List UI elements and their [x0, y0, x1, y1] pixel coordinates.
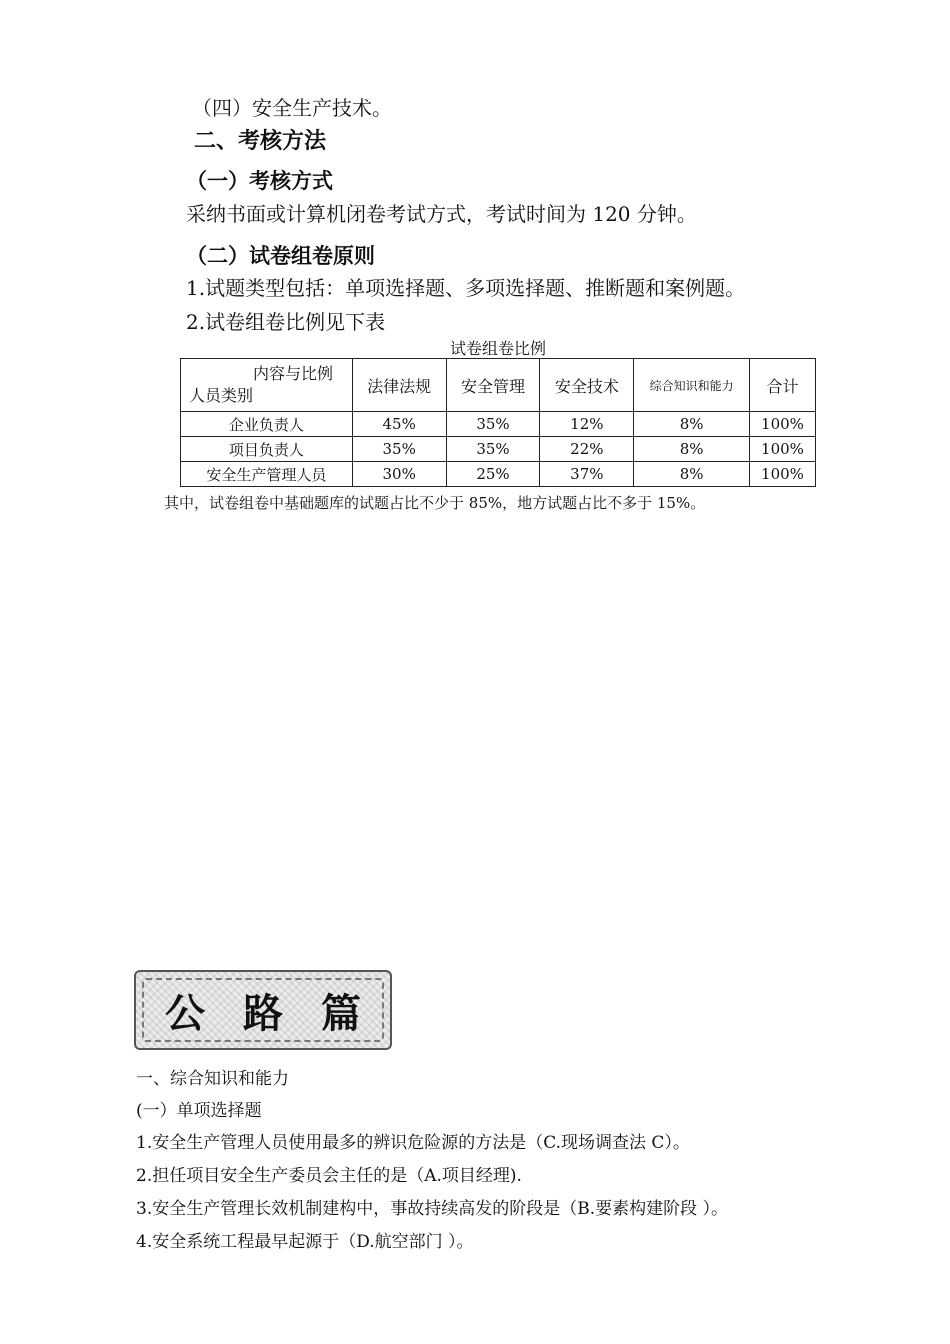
table-cell: 37%	[540, 462, 634, 487]
section-heading-assessment-method: 二、考核方法	[194, 129, 327, 154]
row-label: 安全生产管理人员	[181, 462, 353, 487]
table-corner-cell	[181, 359, 353, 412]
corner-label-content: 内容与比例	[253, 364, 334, 383]
table-note: 其中，试卷组卷中基础题库的试题占比不少于 85%，地方试题占比不多于 15%。	[164, 494, 706, 512]
chapter-banner	[134, 970, 399, 1050]
table-cell: 35%	[446, 412, 540, 437]
table-cell: 35%	[352, 437, 446, 462]
table-row	[181, 437, 816, 462]
subheading-assessment-mode: （一）考核方式	[186, 169, 333, 193]
column-header: 安全技术	[540, 359, 634, 412]
table-cell: 12%	[540, 412, 634, 437]
table-header-row	[181, 359, 816, 412]
table-cell: 100%	[750, 462, 816, 487]
paper-ratio-table	[180, 358, 816, 487]
table-cell: 8%	[634, 462, 750, 487]
section-heading-knowledge: 一、综合知识和能力	[136, 1069, 289, 1089]
table-row	[181, 462, 816, 487]
table-cell: 45%	[352, 412, 446, 437]
question-item: 4.安全系统工程最早起源于（D.航空部门 ）。	[136, 1232, 474, 1252]
column-header: 安全管理	[446, 359, 540, 412]
column-header: 综合知识和能力	[634, 359, 750, 412]
row-label: 项目负责人	[181, 437, 353, 462]
table-cell: 8%	[634, 412, 750, 437]
list-item-safety-tech: （四）安全生产技术。	[192, 96, 392, 120]
subheading-paper-principle: （二）试卷组卷原则	[186, 244, 375, 268]
table-row	[181, 412, 816, 437]
column-header: 合计	[750, 359, 816, 412]
table-cell: 25%	[446, 462, 540, 487]
table-caption: 试卷组卷比例	[449, 339, 546, 358]
question-item: 3.安全生产管理长效机制建构中，事故持续高发的阶段是（B.要素构建阶段 ）。	[136, 1199, 729, 1219]
paragraph-ratio-reference: 2.试卷组卷比例见下表	[186, 310, 386, 334]
subheading-single-choice: (一）单项选择题	[136, 1101, 262, 1121]
table-cell: 35%	[446, 437, 540, 462]
question-item: 1.安全生产管理人员使用最多的辨识危险源的方法是（C.现场调查法 C）。	[136, 1133, 690, 1153]
row-label: 企业负责人	[181, 412, 353, 437]
banner-title: 公路篇	[165, 990, 399, 1037]
question-item: 2.担任项目安全生产委员会主任的是（A.项目经理).	[136, 1166, 522, 1186]
table-cell: 100%	[750, 437, 816, 462]
column-header: 法律法规	[352, 359, 446, 412]
corner-label-category: 人员类别	[189, 386, 254, 405]
table-cell: 8%	[634, 437, 750, 462]
table-cell: 100%	[750, 412, 816, 437]
table-cell: 22%	[540, 437, 634, 462]
paragraph-exam-mode: 采纳书面或计算机闭卷考试方式，考试时间为 120 分钟。	[186, 202, 697, 226]
table-cell: 30%	[352, 462, 446, 487]
banner-frame	[142, 978, 399, 1042]
paragraph-question-types: 1.试题类型包括：单项选择题、多项选择题、推断题和案例题。	[186, 276, 746, 300]
